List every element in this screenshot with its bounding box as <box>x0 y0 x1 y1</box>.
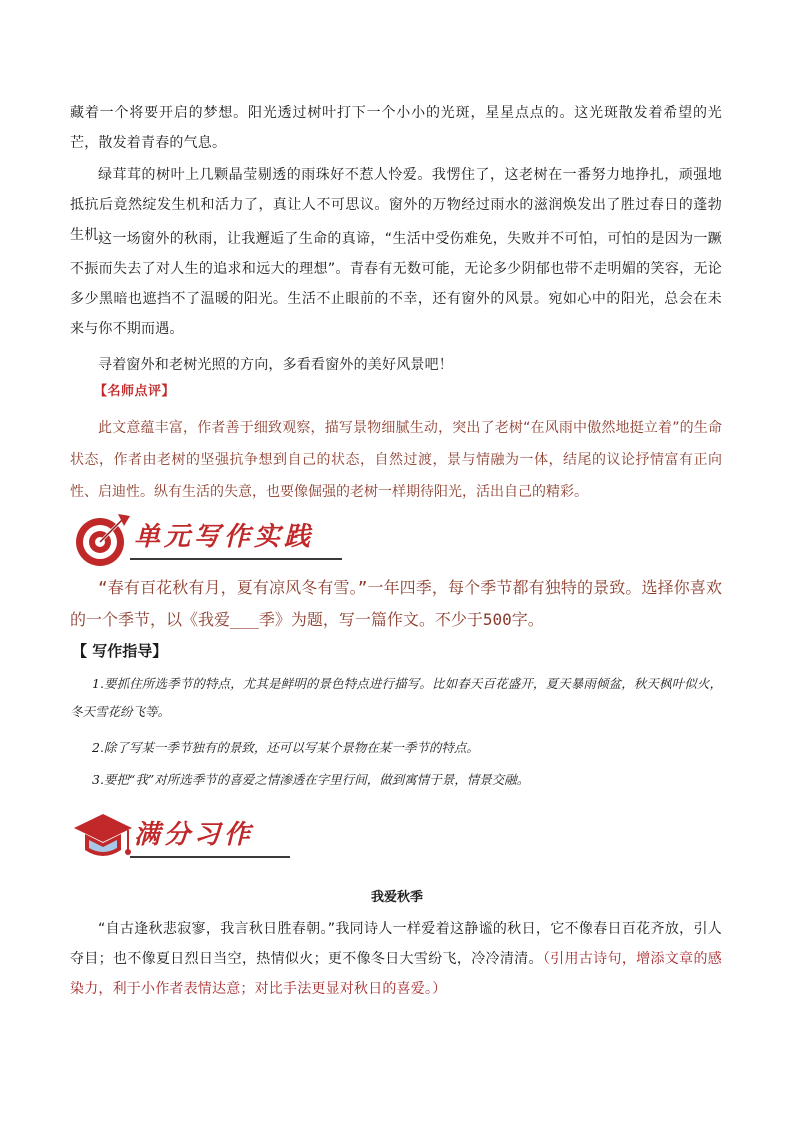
paragraph-1: 藏着一个将要开启的梦想。阳光透过树叶打下一个小小的光斑，星星点点的。这光斑散发着希望的光芒，散发着青春的气息。 <box>70 105 722 151</box>
writing-task: “春有百花秋有月，夏有凉风冬有雪。”一年四季，每个季节都有独特的景致。选择你喜欢的一个季节，以《我爱___季》为题，写一篇作文。不少于500字。 <box>70 578 722 629</box>
section-banner-full-score <box>72 810 372 864</box>
essay-paragraph <box>70 914 722 1004</box>
guide-item-3: 3.要把“我”对所选季节的喜爱之情渗透在字里行间，做到寓情于景，情景交融。 <box>92 772 530 787</box>
paragraph-2: 绿茸茸的树叶上几颗晶莹剔透的雨珠好不惹人怜爱。我愣住了，这老树在一番努力地挣扎，顽强地抵抗后竟然绽发生机和活力了，真让人不可思议。窗外的万物经过雨水的滋润焕发出了胜过春日的蓬勃生机。 <box>70 167 722 243</box>
essay-annotation: （引用古诗句，增添文章的感染力，利于小作者表情达意；对比手法更显对秋日的喜爱。） <box>70 951 722 997</box>
banner-underline <box>130 856 290 858</box>
essay-title: 我爱秋季 <box>370 890 423 905</box>
section-title: 单元写作实践 <box>134 522 315 552</box>
section-banner-writing-practice <box>72 512 372 566</box>
section-title: 满分习作 <box>134 820 255 850</box>
comment-text: 此文意蕴丰富，作者善于细致观察，描写景物细腻生动，突出了老树“在风雨中傲然地挺立着”的生命状态，作者由老树的坚强抗争想到自己的状态，自然过渡，景与情融为一体，结尾的议论抒情富有正向性、启迪性。纵有生活的失意，也要像倔强的老树一样期待阳光，活出自己的精彩。 <box>70 420 722 500</box>
graduation-cap-icon <box>72 810 134 866</box>
guide-heading: 【 写作指导】 <box>72 642 168 660</box>
essay-text: “自古逢秋悲寂寥，我言秋日胜春朝。”我同诗人一样爱着这静谧的秋日，它不像春日百花齐放，引人夺目；也不像夏日烈日当空，热情似火；更不像冬日大雪纷飞，冷冷清清。 <box>70 921 722 967</box>
banner-underline <box>130 558 342 560</box>
guide-item-2: 2.除了写某一季节独有的景致，还可以写某个景物在某一季节的特点。 <box>92 740 479 755</box>
comment-heading: 【名师点评】 <box>94 384 176 399</box>
target-arrow-icon <box>72 512 132 568</box>
guide-item-1: 1.要抓住所选季节的特点，尤其是鲜明的景色特点进行描写。比如春天百花盛开，夏天暴雨倾盆，秋天枫叶似火，冬天雪花纷飞等。 <box>70 676 722 719</box>
paragraph-4: 寻着窗外和老树光照的方向，多看看窗外的美好风景吧！ <box>98 357 453 373</box>
paragraph-3: 这一场窗外的秋雨，让我邂逅了生命的真谛，“生活中受伤难免，失败并不可怕，可怕的是因为一蹶不振而失去了对人生的追求和远大的理想”。青春有无数可能，无论多少阴郁也带不走明媚的笑容，无论多少黑暗也遮挡不了温暖的阳光。生活不止眼前的不幸，还有窗外的风景。宛如心中的阳光，总会在未来与你不期而遇。 <box>70 231 722 337</box>
